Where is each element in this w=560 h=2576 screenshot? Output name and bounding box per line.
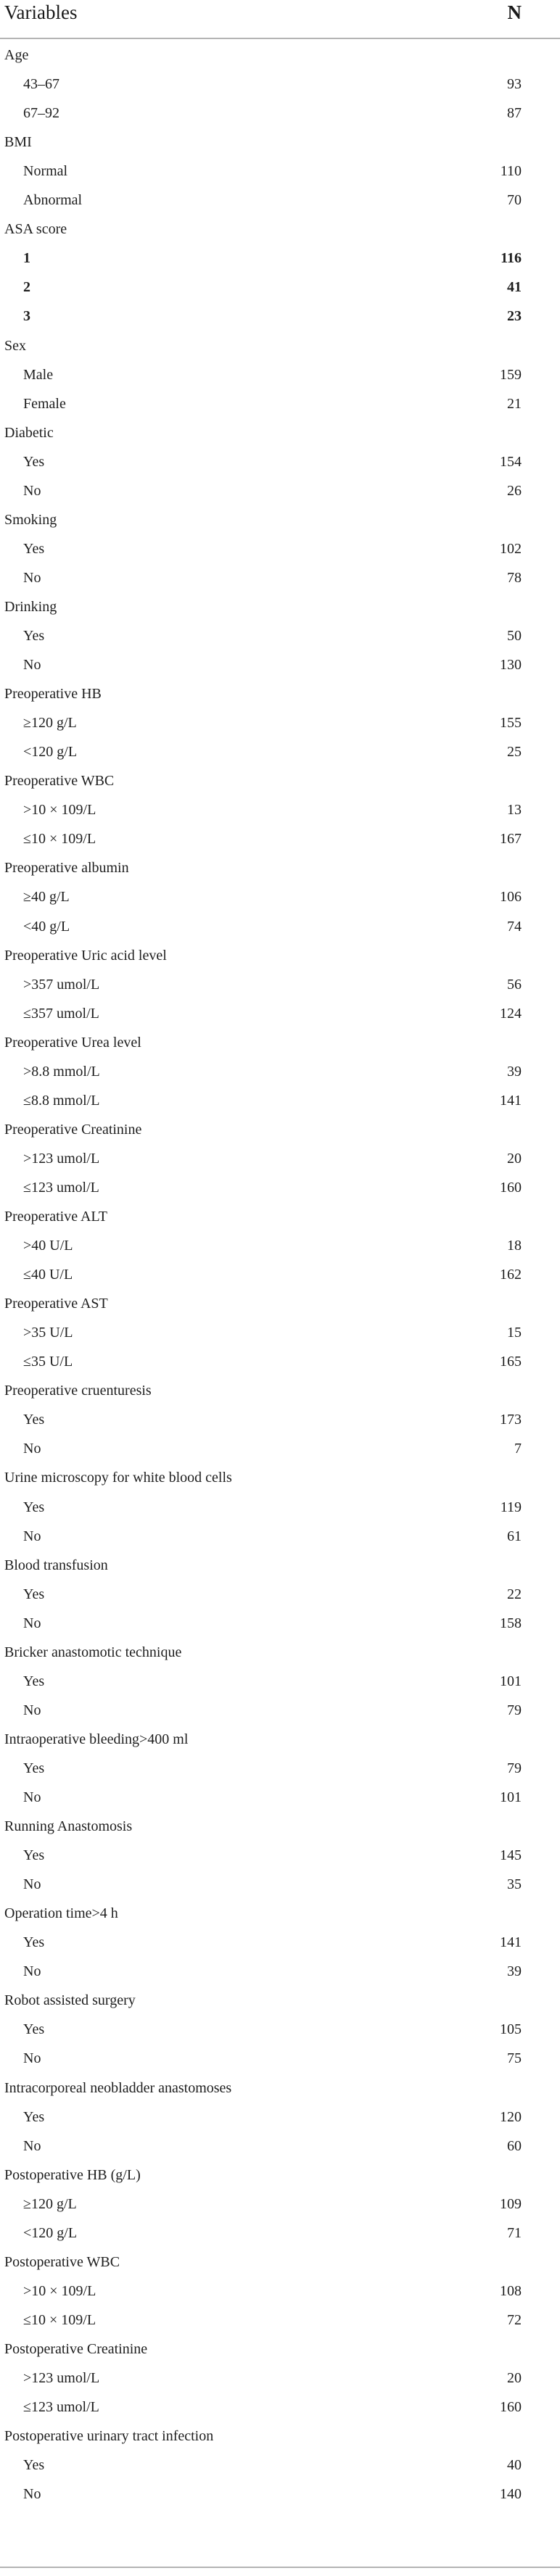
table-row [0, 1347, 560, 1376]
table-row [0, 1667, 560, 1696]
table-row [0, 1493, 560, 1522]
group-label: Preoperative Creatinine [4, 1121, 142, 1138]
row-value: 75 [507, 2050, 522, 2067]
row-value: 20 [507, 1150, 522, 1167]
row-label: 67–92 [23, 105, 59, 122]
table-row [0, 882, 560, 911]
group-label: BMI [4, 134, 32, 151]
row-label: >40 U/L [23, 1238, 73, 1254]
table-row [0, 563, 560, 592]
table-row [0, 1144, 560, 1173]
row-value: 165 [500, 1354, 522, 1370]
table-row [0, 1086, 560, 1115]
row-value: 25 [507, 744, 522, 761]
group-label: Preoperative Urea level [4, 1034, 141, 1051]
table-row [0, 1434, 560, 1463]
table-row [0, 2306, 560, 2335]
table-row [0, 2393, 560, 2422]
group-label: Postoperative Creatinine [4, 2340, 148, 2357]
group-row [0, 418, 560, 447]
group-label: Postoperative urinary tract infection [4, 2428, 214, 2445]
group-label: Postoperative HB (g/L) [4, 2166, 141, 2183]
row-value: 39 [507, 1963, 522, 1980]
table-row [0, 1957, 560, 1986]
table-row [0, 737, 560, 766]
row-value: 26 [507, 482, 522, 499]
table-row [0, 1580, 560, 1609]
table-row [0, 1057, 560, 1086]
group-label: Postoperative WBC [4, 2253, 120, 2270]
table-row [0, 2190, 560, 2219]
row-label: No [23, 1441, 41, 1457]
row-value: 140 [500, 2486, 522, 2503]
row-label: ≤40 U/L [23, 1267, 73, 1283]
table-row [0, 1231, 560, 1260]
row-label: No [23, 1528, 41, 1544]
row-label: No [23, 2486, 41, 2503]
group-row [0, 2335, 560, 2364]
row-label: Yes [23, 540, 45, 557]
group-label: Age [4, 47, 29, 63]
row-label: 1 [23, 250, 30, 267]
row-label: No [23, 1963, 41, 1980]
header-n: N [507, 1, 522, 23]
row-value: 78 [507, 569, 522, 586]
group-row [0, 1986, 560, 2015]
row-label: ≤123 umol/L [23, 1179, 99, 1196]
row-label: Yes [23, 1499, 45, 1515]
group-label: Intraoperative bleeding>400 ml [4, 1731, 189, 1747]
table-row [0, 2451, 560, 2480]
row-value: 130 [500, 657, 522, 673]
row-label: Abnormal [23, 192, 83, 209]
row-label: ≤10 × 109/L [23, 2311, 96, 2328]
row-label: No [23, 657, 41, 673]
group-row [0, 1812, 560, 1841]
row-value: 87 [507, 105, 522, 122]
group-label: Operation time>4 h [4, 1905, 118, 1922]
group-label: ASA score [4, 221, 67, 238]
row-value: 155 [500, 715, 522, 732]
table-row [0, 708, 560, 737]
row-value: 116 [501, 250, 522, 267]
group-row [0, 2422, 560, 2451]
row-value: 160 [500, 1179, 522, 1196]
table-row [0, 2132, 560, 2161]
row-value: 105 [500, 2021, 522, 2038]
row-value: 18 [507, 1238, 522, 1254]
table-row [0, 1609, 560, 1638]
group-label: Preoperative albumin [4, 860, 129, 877]
bottom-rule [0, 2567, 560, 2568]
table-row [0, 360, 560, 389]
row-value: 106 [500, 889, 522, 906]
table-row [0, 912, 560, 941]
table-row [0, 1783, 560, 1812]
table-row [0, 650, 560, 679]
table-row [0, 2364, 560, 2393]
group-label: Intracorporeal neobladder anastomoses [4, 2079, 232, 2096]
group-row [0, 853, 560, 882]
row-label: ≤357 umol/L [23, 1005, 99, 1022]
table-row [0, 186, 560, 215]
row-value: 13 [507, 802, 522, 819]
table-row [0, 621, 560, 650]
header-variables: Variables [4, 1, 78, 23]
group-label: Preoperative Uric acid level [4, 947, 167, 964]
group-row [0, 592, 560, 621]
row-value: 167 [500, 831, 522, 848]
row-label: >123 umol/L [23, 1150, 100, 1167]
row-value: 15 [507, 1325, 522, 1341]
table-row [0, 1870, 560, 1899]
table-row [0, 1841, 560, 1870]
row-value: 7 [514, 1441, 522, 1457]
table-row [0, 244, 560, 273]
group-row [0, 941, 560, 970]
row-value: 50 [507, 628, 522, 644]
row-value: 141 [500, 1092, 522, 1109]
row-label: >8.8 mmol/L [23, 1063, 100, 1080]
group-row [0, 41, 560, 70]
row-value: 154 [500, 453, 522, 470]
row-value: 71 [507, 2224, 522, 2241]
group-row [0, 1463, 560, 1492]
row-value: 21 [507, 395, 522, 412]
row-label: Yes [23, 1412, 45, 1428]
group-row [0, 331, 560, 360]
table-row [0, 1522, 560, 1551]
row-value: 22 [507, 1586, 522, 1602]
row-value: 74 [507, 918, 522, 935]
table-row [0, 2044, 560, 2073]
row-value: 56 [507, 976, 522, 993]
group-row [0, 128, 560, 157]
row-label: >357 umol/L [23, 976, 100, 993]
table-row [0, 1260, 560, 1289]
row-value: 40 [507, 2457, 522, 2474]
group-label: Urine microscopy for white blood cells [4, 1470, 232, 1486]
row-label: ≤8.8 mmol/L [23, 1092, 100, 1109]
table-row [0, 447, 560, 476]
group-row [0, 1376, 560, 1405]
group-row [0, 1551, 560, 1580]
group-label: Blood transfusion [4, 1557, 108, 1573]
table-row [0, 1696, 560, 1725]
group-row [0, 505, 560, 534]
table-row [0, 2480, 560, 2509]
row-label: Yes [23, 2021, 45, 2038]
row-label: Yes [23, 1673, 45, 1689]
row-label: ≤35 U/L [23, 1354, 73, 1370]
group-row [0, 215, 560, 244]
table-row [0, 534, 560, 563]
row-value: 79 [507, 1702, 522, 1718]
row-value: 124 [500, 1005, 522, 1022]
row-value: 120 [500, 2108, 522, 2125]
table-row [0, 1754, 560, 1783]
group-label: Smoking [4, 511, 57, 528]
group-label: Preoperative ALT [4, 1209, 108, 1225]
row-label: Yes [23, 1586, 45, 1602]
row-label: Female [23, 395, 66, 412]
row-label: No [23, 1789, 41, 1805]
table-row [0, 2277, 560, 2306]
group-row [0, 1289, 560, 1318]
row-value: 159 [500, 366, 522, 383]
group-label: Running Anastomosis [4, 1818, 133, 1834]
row-label: ≤10 × 109/L [23, 831, 96, 848]
table-row [0, 157, 560, 186]
table-row [0, 70, 560, 99]
table-row [0, 970, 560, 999]
header-rule [0, 38, 560, 39]
row-label: Male [23, 366, 54, 383]
row-value: 60 [507, 2137, 522, 2154]
row-label: <120 g/L [23, 2224, 78, 2241]
group-row [0, 2161, 560, 2190]
group-label: Robot assisted surgery [4, 1992, 136, 2009]
row-value: 110 [500, 163, 522, 180]
table-row [0, 1928, 560, 1957]
table-header [0, 0, 560, 32]
row-label: Yes [23, 2457, 45, 2474]
row-value: 109 [500, 2195, 522, 2212]
row-label: No [23, 569, 41, 586]
row-label: ≥120 g/L [23, 715, 77, 732]
table-row [0, 999, 560, 1028]
row-label: >10 × 109/L [23, 802, 96, 819]
table-row [0, 1405, 560, 1434]
group-row [0, 679, 560, 708]
group-row [0, 1638, 560, 1667]
row-label: Yes [23, 2108, 45, 2125]
row-value: 119 [500, 1499, 522, 1515]
row-value: 93 [507, 76, 522, 92]
table-row [0, 1173, 560, 1202]
group-row [0, 2248, 560, 2277]
row-value: 41 [507, 279, 522, 296]
table-row [0, 389, 560, 418]
group-label: Sex [4, 337, 26, 354]
table-row [0, 795, 560, 824]
group-label: Diabetic [4, 424, 54, 441]
row-label: No [23, 482, 41, 499]
row-label: Yes [23, 453, 45, 470]
table-row [0, 273, 560, 302]
row-label: Normal [23, 163, 68, 180]
group-row [0, 2074, 560, 2103]
group-row [0, 766, 560, 795]
table-row [0, 824, 560, 853]
row-value: 101 [500, 1673, 522, 1689]
row-label: >10 × 109/L [23, 2282, 96, 2299]
table-row [0, 2015, 560, 2044]
row-value: 39 [507, 1063, 522, 1080]
row-label: No [23, 2050, 41, 2067]
row-value: 20 [507, 2370, 522, 2386]
table-row [0, 476, 560, 505]
row-label: ≥40 g/L [23, 889, 70, 906]
row-value: 162 [500, 1267, 522, 1283]
row-label: Yes [23, 1934, 45, 1951]
group-row [0, 1899, 560, 1928]
row-label: Yes [23, 628, 45, 644]
row-label: 2 [23, 279, 30, 296]
row-label: No [23, 1702, 41, 1718]
row-label: ≤123 umol/L [23, 2399, 99, 2415]
row-value: 72 [507, 2311, 522, 2328]
row-label: No [23, 1876, 41, 1893]
row-label: Yes [23, 1760, 45, 1776]
group-label: Preoperative cruenturesis [4, 1383, 152, 1399]
row-value: 61 [507, 1528, 522, 1544]
table-row [0, 99, 560, 128]
row-value: 70 [507, 192, 522, 209]
table-row [0, 302, 560, 331]
table-row [0, 2219, 560, 2248]
row-label: No [23, 2137, 41, 2154]
row-value: 101 [500, 1789, 522, 1805]
group-row [0, 1115, 560, 1144]
group-label: Preoperative AST [4, 1296, 108, 1312]
group-row [0, 1028, 560, 1057]
table-row [0, 2103, 560, 2132]
group-label: Drinking [4, 598, 57, 615]
row-label: 3 [23, 308, 30, 325]
row-value: 108 [500, 2282, 522, 2299]
row-value: 23 [507, 308, 522, 325]
table-row [0, 1318, 560, 1347]
row-label: >123 umol/L [23, 2370, 100, 2386]
row-label: Yes [23, 1847, 45, 1864]
group-row [0, 1725, 560, 1754]
row-value: 158 [500, 1615, 522, 1631]
row-label: No [23, 1615, 41, 1631]
row-value: 79 [507, 1760, 522, 1776]
group-label: Preoperative WBC [4, 773, 115, 790]
group-row [0, 1202, 560, 1231]
row-label: <40 g/L [23, 918, 70, 935]
row-value: 173 [500, 1412, 522, 1428]
row-value: 141 [500, 1934, 522, 1951]
row-label: ≥120 g/L [23, 2195, 77, 2212]
group-label: Bricker anastomotic technique [4, 1644, 182, 1660]
row-label: 43–67 [23, 76, 59, 92]
row-value: 35 [507, 1876, 522, 1893]
group-label: Preoperative HB [4, 686, 102, 703]
row-value: 145 [500, 1847, 522, 1864]
row-value: 102 [500, 540, 522, 557]
row-label: >35 U/L [23, 1325, 73, 1341]
row-value: 160 [500, 2399, 522, 2415]
row-label: <120 g/L [23, 744, 78, 761]
